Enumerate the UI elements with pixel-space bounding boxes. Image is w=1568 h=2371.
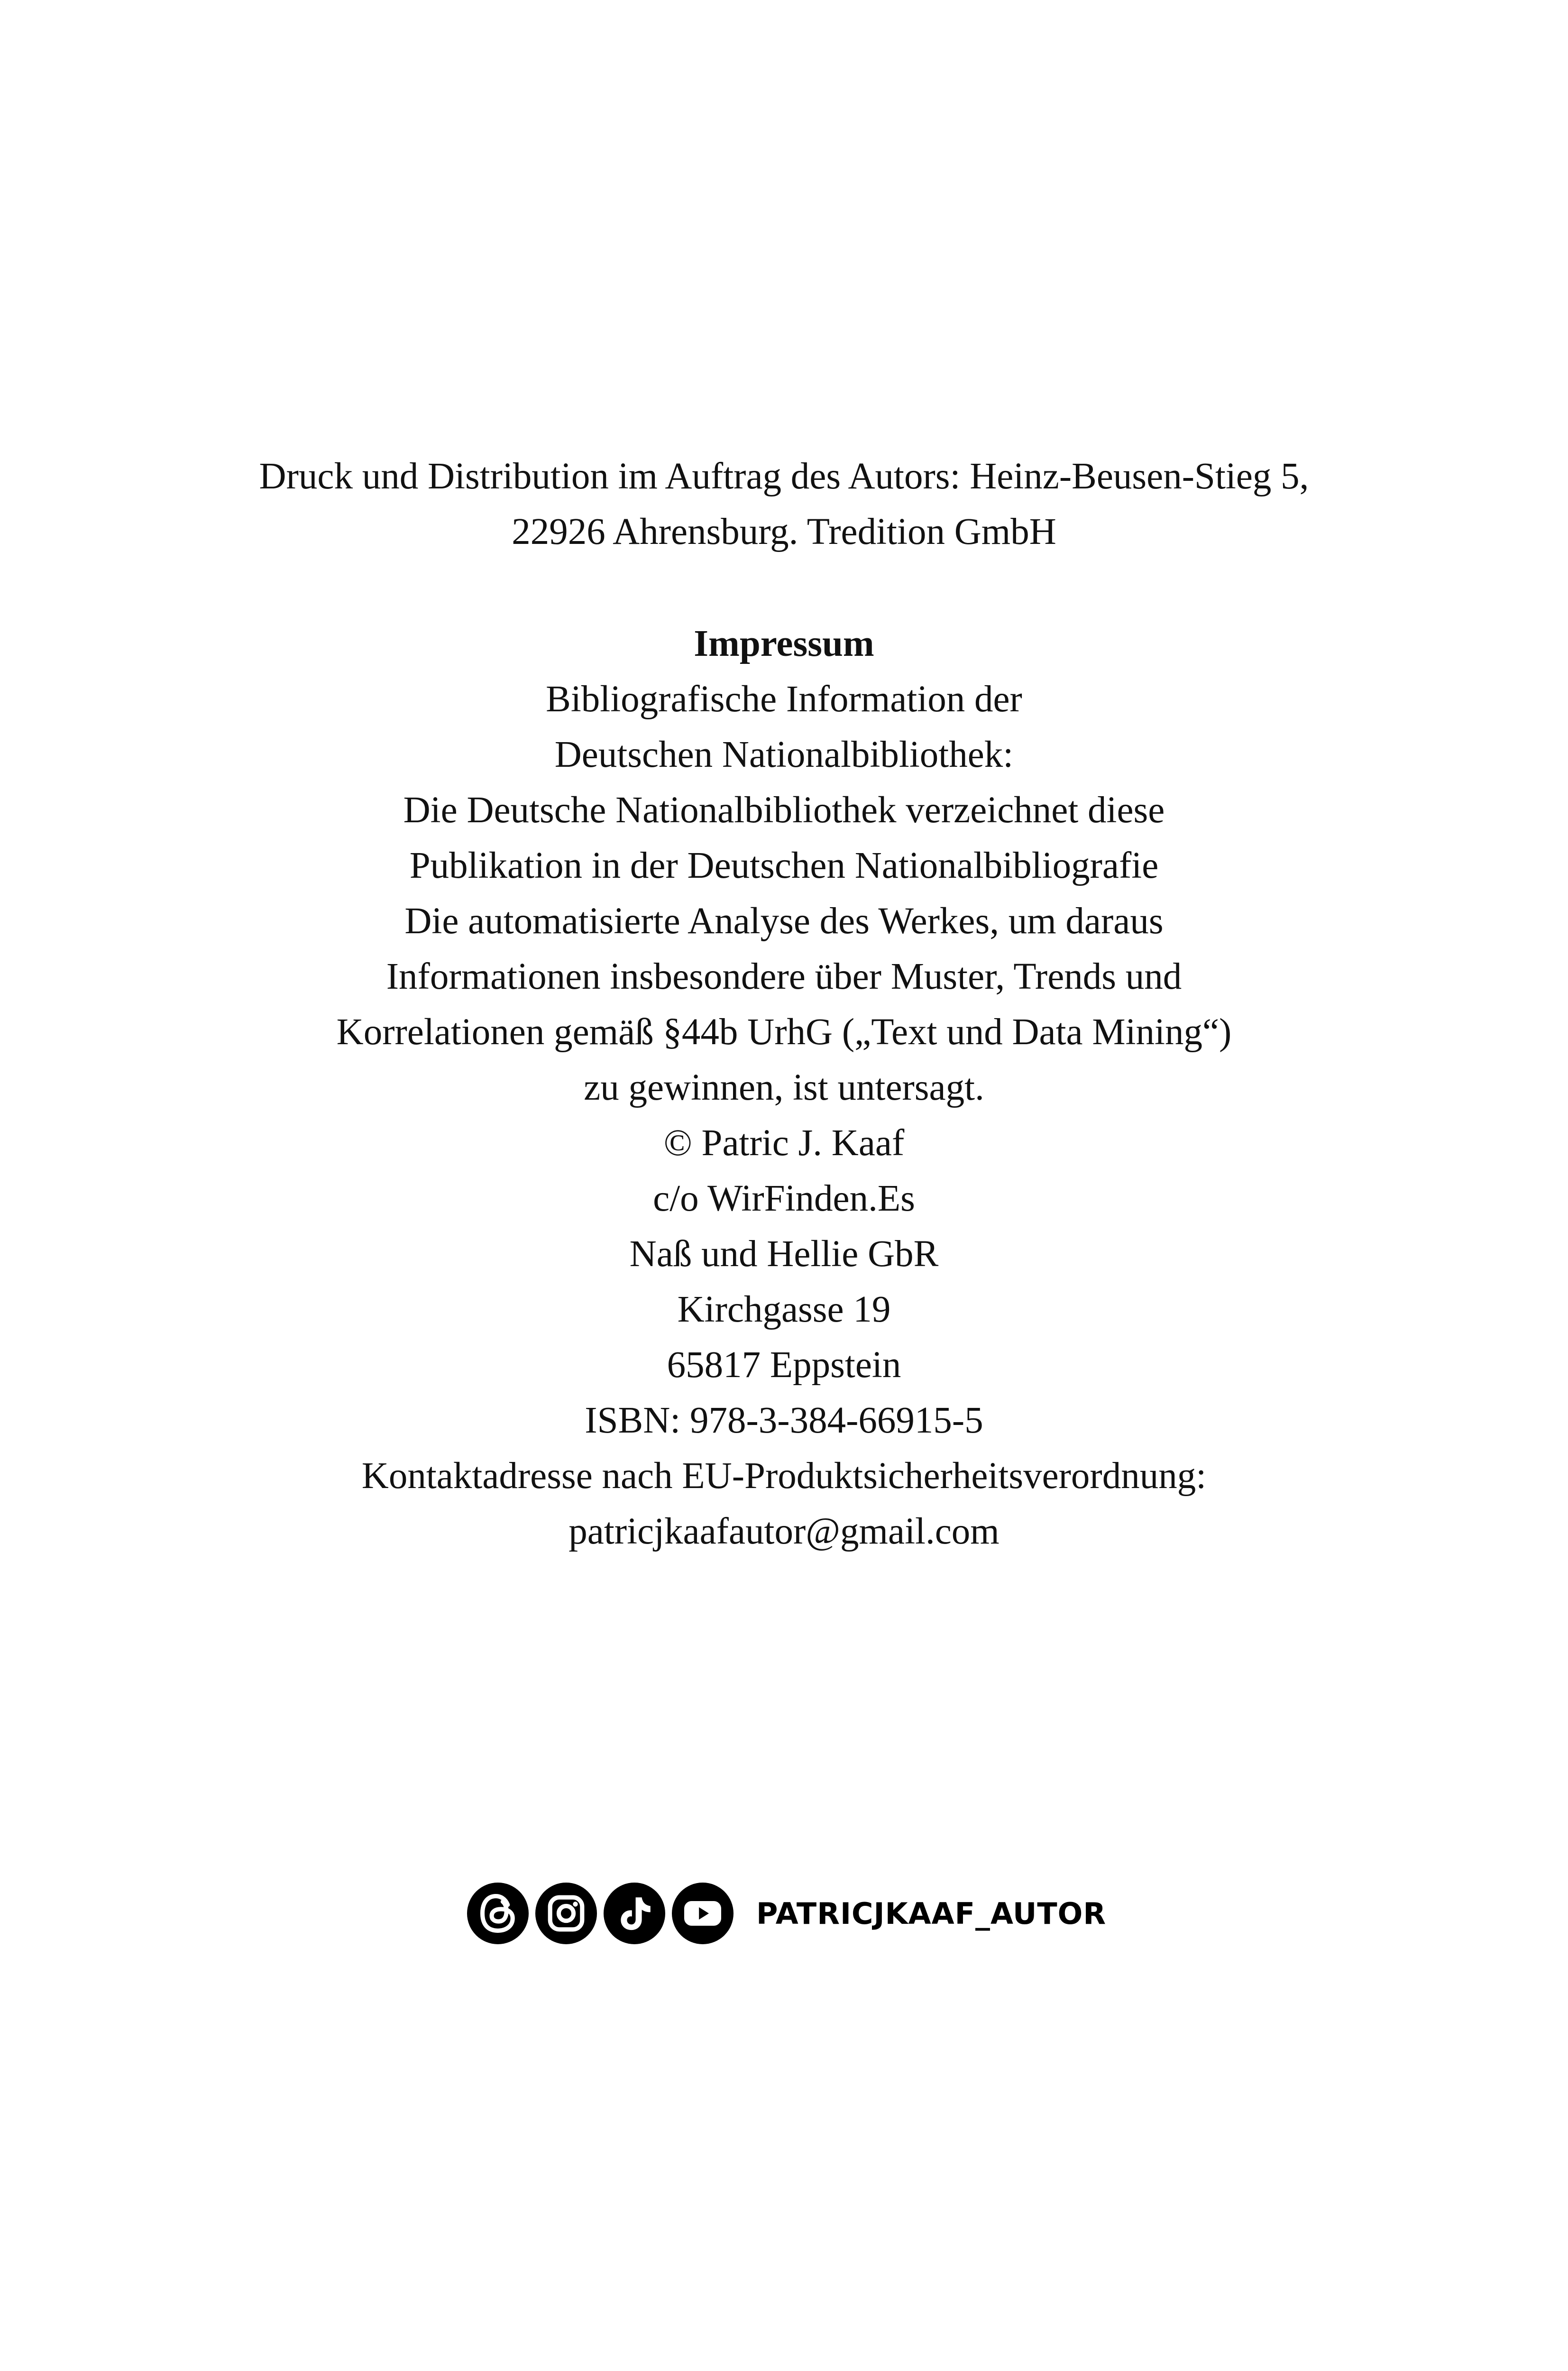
social-handle: PATRICJKAAF_AUTOR	[756, 1896, 1107, 1931]
address-line: 65817 Eppstein	[667, 1344, 901, 1386]
address-line: Kirchgasse 19	[677, 1289, 891, 1330]
print-distribution-info	[0, 449, 1568, 560]
youtube-icon	[672, 1883, 734, 1944]
address-line: c/o WirFinden.Es	[653, 1178, 915, 1219]
impressum-line: Korrelationen gemäß §44b UrhG („Text und Data Mining“)	[336, 1011, 1232, 1053]
copyright-line: © Patric J. Kaaf	[663, 1122, 905, 1164]
impressum-line: Publikation in der Deutschen Nationalbibliografie	[409, 845, 1159, 886]
impressum-line: Die automatisierte Analyse des Werkes, um daraus	[404, 901, 1164, 942]
instagram-icon	[535, 1883, 597, 1944]
impressum-line: zu gewinnen, ist untersagt.	[584, 1067, 984, 1108]
tiktok-icon	[604, 1883, 665, 1944]
impressum-section	[0, 616, 1568, 1559]
isbn-line: ISBN: 978-3-384-66915-5	[585, 1400, 983, 1441]
impressum-line: Informationen insbesondere über Muster, Trends und	[386, 956, 1182, 997]
impressum-line: Die Deutsche Nationalbibliothek verzeichnet diese	[403, 790, 1165, 831]
contact-label: Kontaktadresse nach EU-Produktsicherheitsverordnung:	[361, 1455, 1207, 1497]
impressum-heading: Impressum	[694, 623, 874, 664]
contact-email: patricjkaafautor@gmail.com	[569, 1511, 999, 1552]
print-info-line-1: Druck und Distribution im Auftrag des Autors: Heinz-Beusen-Stieg 5,	[259, 456, 1309, 497]
social-media-bar	[467, 1880, 1106, 1947]
address-line: Naß und Hellie GbR	[629, 1233, 939, 1275]
impressum-line: Bibliografische Information der	[546, 679, 1022, 720]
impressum-line: Deutschen Nationalbibliothek:	[554, 734, 1014, 775]
threads-icon	[467, 1883, 529, 1944]
print-info-line-2: 22926 Ahrensburg. Tredition GmbH	[512, 511, 1056, 552]
